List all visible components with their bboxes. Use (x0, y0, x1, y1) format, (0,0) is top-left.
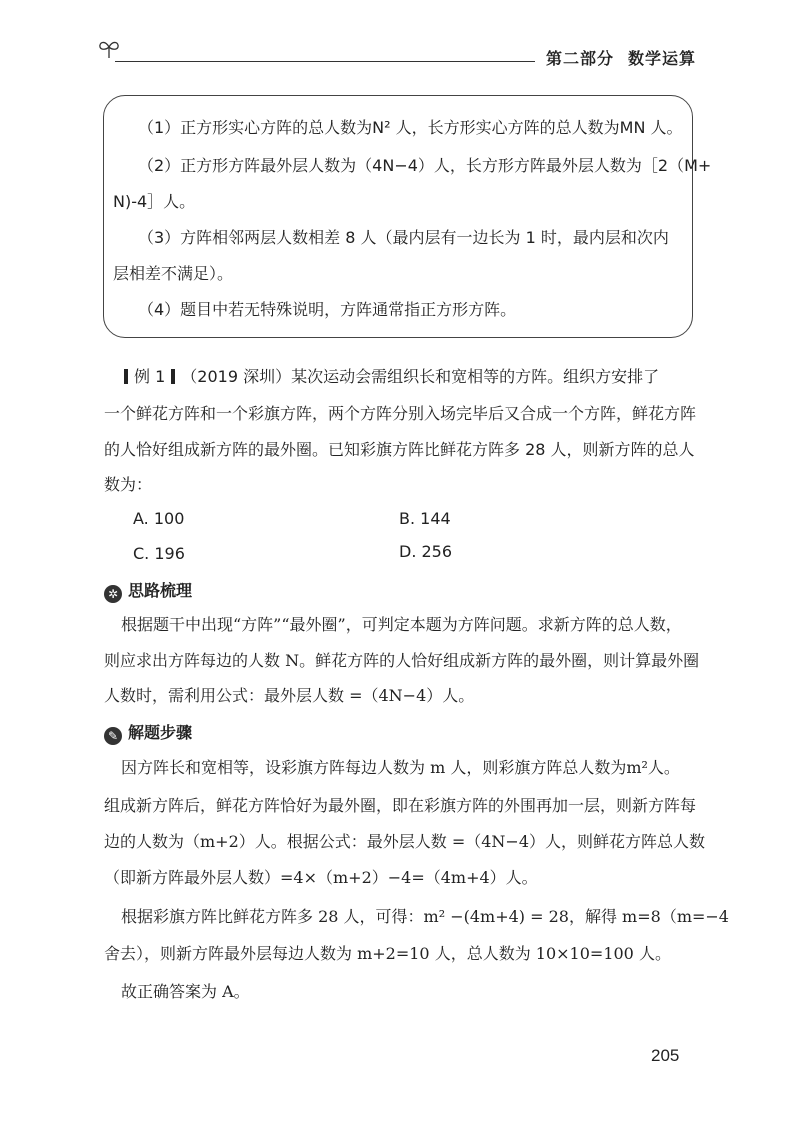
pen-icon: ✎ (104, 727, 122, 745)
box-point-2a: （2）正方形方阵最外层人数为（4N−4）人，长方形方阵最外层人数为［2（M+ (138, 156, 712, 175)
example-line-3: 的人恰好组成新方阵的最外圈。已知彩旗方阵比鲜花方阵多 28 人，则新方阵的总人 (104, 440, 695, 459)
analysis-heading (104, 580, 192, 603)
option-d: D. 256 (399, 542, 453, 561)
solution-line-4: （即新方阵最外层人数）=4×（m+2）−4=（4m+4）人。 (104, 868, 538, 887)
box-point-4: （4）题目中若无特殊说明，方阵通常指正方形方阵。 (138, 300, 517, 319)
option-a: A. 100 (133, 509, 185, 528)
page-number: 205 (651, 1046, 680, 1065)
solution-line-2: 组成新方阵后，鲜花方阵恰好为最外圈，即在彩旗方阵的外围再加一层，则新方阵每 (104, 796, 697, 815)
gear-icon: ✲ (104, 585, 122, 603)
example-text-1: （2019 深圳）某次运动会需组织长和宽相等的方阵。组织方安排了 (181, 367, 660, 386)
running-header (546, 46, 696, 69)
analysis-line-2: 则应求出方阵每边的人数 N。鲜花方阵的人恰好组成新方阵的最外圈，则计算最外圈 (104, 651, 700, 670)
analysis-line-3: 人数时，需利用公式：最外层人数 =（4N−4）人。 (104, 686, 475, 705)
solution-title: 解题步骤 (128, 723, 193, 742)
analysis-title: 思路梳理 (128, 581, 193, 600)
box-point-3a: （3）方阵相邻两层人数相差 8 人（最内层有一边长为 1 时，最内层和次内 (138, 228, 669, 247)
box-point-2b: N)-4］人。 (113, 192, 196, 211)
header-title: 数学运算 (628, 49, 697, 68)
analysis-line-1: 根据题干中出现“方阵”“最外圈”，可判定本题为方阵问题。求新方阵的总人数， (121, 615, 682, 634)
solution-heading (104, 722, 192, 745)
solution-line-7: 故正确答案为 A。 (121, 982, 250, 1001)
example-line-2: 一个鲜花方阵和一个彩旗方阵，两个方阵分别入场完毕后又合成一个方阵，鲜花方阵 (104, 404, 697, 423)
header-rule (115, 61, 535, 62)
box-point-3b: 层相差不满足）。 (113, 264, 234, 283)
example-label: 例 1 (134, 367, 166, 386)
option-b: B. 144 (399, 509, 451, 528)
example-mark-right (171, 369, 175, 384)
example-mark-left (124, 369, 128, 384)
solution-line-5: 根据彩旗方阵比鲜花方阵多 28 人，可得：m² −(4m+4) = 28，解得 m=8（m=−4 (121, 907, 729, 926)
solution-line-3: 边的人数为（m+2）人。根据公式：最外层人数 =（4N−4）人，则鲜花方阵总人数 (104, 832, 706, 851)
box-point-1: （1）正方形实心方阵的总人数为N² 人，长方形实心方阵的总人数为MN 人。 (138, 118, 683, 137)
solution-line-1: 因方阵长和宽相等，设彩旗方阵每边人数为 m 人，则彩旗方阵总人数为m²人。 (121, 758, 680, 777)
header-part: 第二部分 (546, 49, 615, 68)
sprout-icon (97, 38, 121, 60)
solution-line-6: 舍去），则新方阵最外层每边人数为 m+2=10 人，总人数为 10×10=100 人。 (104, 944, 671, 963)
example-line-1 (118, 366, 659, 388)
example-line-4: 数为： (104, 475, 153, 494)
option-c: C. 196 (133, 544, 185, 563)
